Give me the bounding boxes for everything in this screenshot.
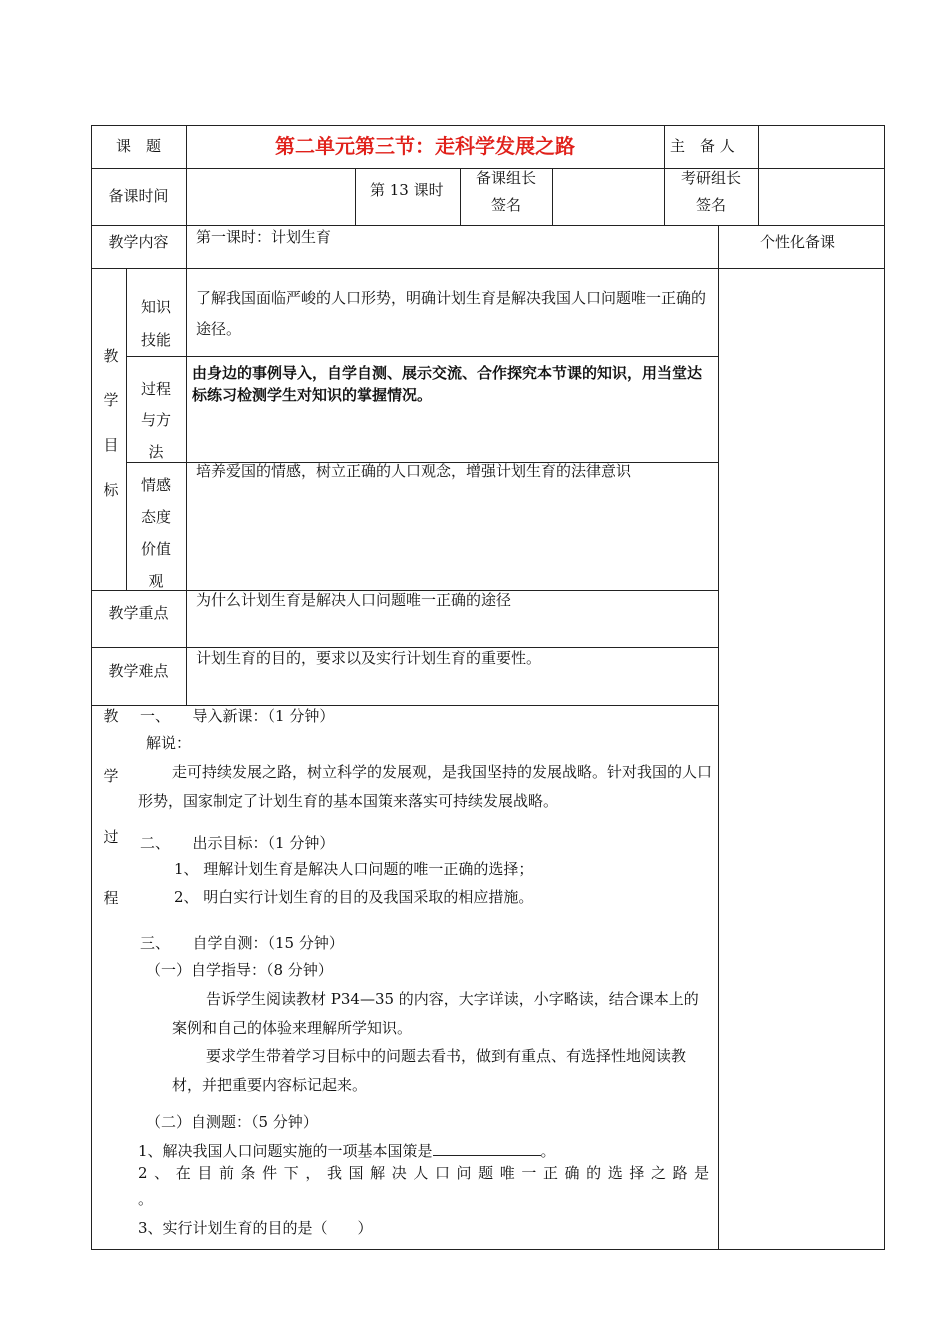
goals-side-char: 标 <box>103 481 119 499</box>
process-side-char: 学 <box>103 767 119 785</box>
row-divider <box>91 225 885 226</box>
section-3-subtitle-2: （二）自测题：（5 分钟） <box>146 1113 318 1131</box>
quiz-question-2-end: 。 <box>138 1190 154 1208</box>
row-divider <box>91 268 885 269</box>
knowledge-label-line: 技能 <box>140 331 171 349</box>
col-divider <box>718 225 719 1250</box>
emotion-text: 培养爱国的情感，树立正确的人口观念，增强计划生育的法律意识 <box>196 462 632 480</box>
goals-side-char: 目 <box>103 436 119 454</box>
group-leader-label: 备课组长 <box>475 169 536 187</box>
table-border-bottom <box>91 1249 885 1250</box>
section-2-item: 2、 明白实行计划生育的目的及我国采取的相应措施。 <box>174 888 534 906</box>
key-point-label: 教学重点 <box>108 604 169 622</box>
process-label-line: 过程 <box>140 380 171 398</box>
section-3-paragraph-1: 告诉学生阅读教材 P34—35 的内容，大字详读，小字略读，结合课本上的案例和自己的体验来理解所学知识。 <box>172 990 699 1037</box>
process-side-char: 教 <box>103 707 119 725</box>
col-divider <box>552 168 553 225</box>
goals-side-char: 教 <box>103 347 119 365</box>
quiz-question-2: 2、在目前条件下，我国解决人口问题唯一正确的选择之路是 <box>138 1164 716 1182</box>
quiz-question-1-text: 1、解决我国人口问题实施的一项基本国策是 <box>138 1142 433 1160</box>
knowledge-label-line: 知识 <box>140 298 171 316</box>
process-side-char: 过 <box>103 828 119 846</box>
process-side-char: 程 <box>103 889 119 907</box>
section-1-subtitle: 解说： <box>146 734 192 752</box>
research-leader-sign-label: 签名 <box>695 196 726 214</box>
quiz-question-3: 3、实行计划生育的目的是（ ） <box>138 1219 373 1237</box>
emotion-label-line: 观 <box>148 572 164 590</box>
quiz-question-1 <box>138 1141 556 1160</box>
research-leader-label: 考研组长 <box>680 169 741 187</box>
time-label: 备课时间 <box>108 187 169 205</box>
content-value: 第一课时：计划生育 <box>196 228 332 246</box>
col-divider <box>355 168 356 225</box>
knowledge-text: 了解我国面临严峻的人口形势，明确计划生育是解决我国人口问题唯一正确的途径。 <box>196 289 707 338</box>
key-point-text: 为什么计划生育是解决人口问题唯一正确的途径 <box>196 591 512 609</box>
col-divider <box>758 125 759 225</box>
process-label-line: 法 <box>148 443 164 461</box>
answer-blank[interactable] <box>433 1141 541 1156</box>
quiz-question-1-end: 。 <box>540 1142 556 1160</box>
section-2-item: 1、 理解计划生育是解决人口问题的唯一正确的选择； <box>174 860 534 878</box>
difficulty-label: 教学难点 <box>108 662 169 680</box>
period-value: 第 13 课时 <box>370 181 444 199</box>
section-2-title: 二、 出示目标：（1 分钟） <box>140 834 335 852</box>
section-3-subtitle-1: （一）自学指导：（8 分钟） <box>146 961 333 979</box>
table-border-left <box>91 125 92 1250</box>
emotion-label-line: 价值 <box>140 540 171 558</box>
section-1-paragraph: 走可持续发展之路，树立科学的发展观，是我国坚持的发展战略。针对我国的人口形势，国家制定了计划生育的基本国策来落实可持续发展战略。 <box>138 763 713 810</box>
preparer-label: 主 备 人 <box>670 137 735 155</box>
process-text: 由身边的事例导入，自学自测、展示交流、合作探究本节课的知识，用当堂达标练习检测学生对知识的掌握情况。 <box>192 364 703 404</box>
section-1-title: 一、 导入新课：（1 分钟） <box>140 707 335 725</box>
group-leader-sign-label: 签名 <box>490 196 521 214</box>
emotion-label-line: 情感 <box>140 476 171 494</box>
col-divider <box>186 268 187 705</box>
goals-side-char: 学 <box>103 391 119 409</box>
row-divider <box>91 705 718 706</box>
section-3-title: 三、 自学自测：（15 分钟） <box>140 934 344 952</box>
row-divider <box>126 356 718 357</box>
process-label-line: 与方 <box>140 411 171 429</box>
personal-prep-label: 个性化备课 <box>760 233 836 251</box>
section-3-paragraph-2: 要求学生带着学习目标中的问题去看书，做到有重点、有选择性地阅读教材，并把重要内容标记起来。 <box>172 1047 687 1094</box>
table-border-top <box>91 125 885 126</box>
table-border-right <box>884 125 885 1250</box>
content-label: 教学内容 <box>108 233 169 251</box>
page-title: 第二单元第三节：走科学发展之路 <box>275 134 575 158</box>
col-divider <box>664 125 665 168</box>
difficulty-text: 计划生育的目的，要求以及实行计划生育的重要性。 <box>196 649 542 667</box>
topic-label: 课 题 <box>115 137 161 155</box>
emotion-label-line: 态度 <box>140 508 171 526</box>
